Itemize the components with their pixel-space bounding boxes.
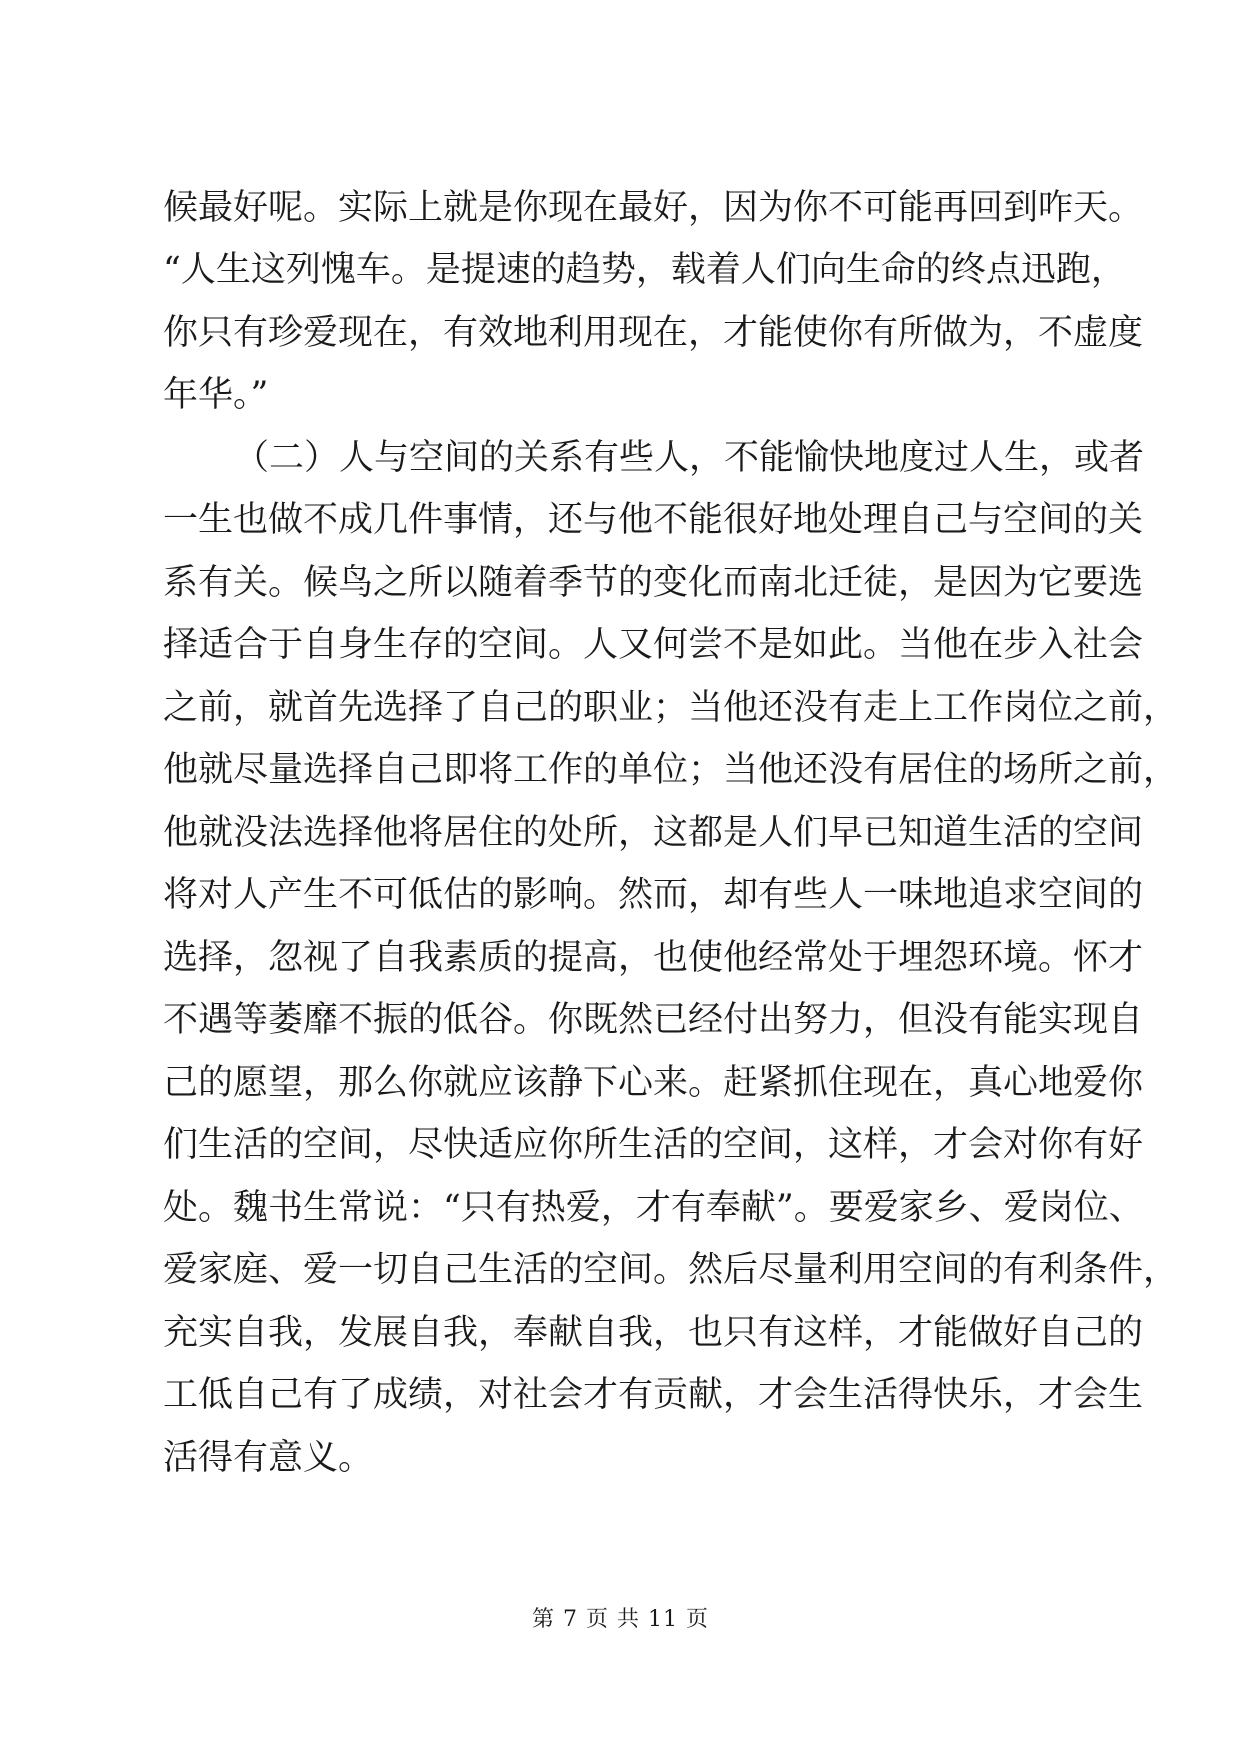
paragraph-first-line: （二）人与空间的关系有些人，不能愉快地度过人生，或者 [234,438,1145,478]
text-line: 们生活的空间，尽快适应你所生活的空间，这样，才会对你有好 [163,1125,1144,1165]
text-line: 他就没法选择他将居住的处所，这都是人们早已知道生活的空间 [163,813,1144,853]
text-line: 年华。” [163,375,269,415]
text-line: 选择，忽视了自我素质的提高，也使他经常处于埋怨环境。怀才 [163,938,1144,978]
text-line: 他就尽量选择自己即将工作的单位；当他还没有居住的场所之前， [163,750,1179,790]
page-number-footer: 第 7 页 共 11 页 [532,1607,709,1632]
text-line: 你只有珍爱现在，有效地利用现在，才能使你有所做为，不虚度 [163,313,1144,353]
text-line: 系有关。候鸟之所以随着季节的变化而南北迁徒，是因为它要选 [163,563,1144,603]
text-line: 将对人产生不可低估的影响。然而，却有些人一味地追求空间的 [163,875,1144,915]
text-line: 之前，就首先选择了自己的职业；当他还没有走上工作岗位之前， [163,688,1179,728]
text-line: 不遇等萎靡不振的低谷。你既然已经付出努力，但没有能实现自 [163,1000,1144,1040]
text-line: 工低自己有了成绩，对社会才有贡献，才会生活得快乐，才会生 [163,1375,1144,1415]
text-line: 充实自我，发展自我，奉献自我，也只有这样，才能做好自己的 [163,1313,1144,1353]
text-line: 择适合于自身生存的空间。人又何尝不是如此。当他在步入社会 [163,625,1144,665]
text-line: 候最好呢。实际上就是你现在最好，因为你不可能再回到咋天。 [163,188,1144,228]
text-line: 处。魏书生常说：“只有热爱，才有奉献”。要爱家乡、爱岗位、 [163,1188,1144,1228]
text-line: 一生也做不成几件事情，还与他不能很好地处理自己与空间的关 [163,500,1144,540]
text-line: “人生这列愧车。是提速的趋势，载着人们向生命的终点迅跑， [163,250,1126,290]
text-line: 爱家庭、爱一切自己生活的空间。然后尽量利用空间的有利条件， [163,1250,1179,1290]
text-line: 己的愿望，那么你就应该静下心来。赶紧抓住现在，真心地爱你 [163,1063,1144,1103]
text-line: 活得有意义。 [163,1438,374,1478]
